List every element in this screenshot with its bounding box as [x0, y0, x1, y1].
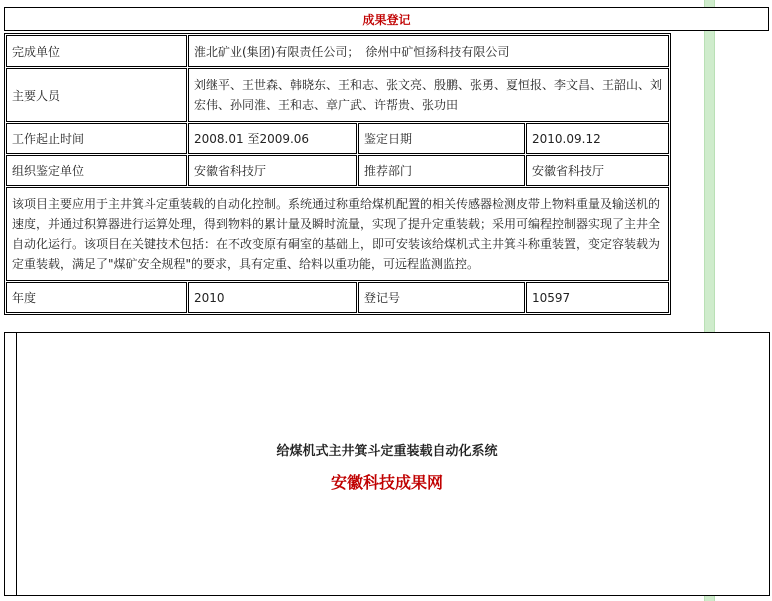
year-value: 2010 [188, 282, 357, 313]
site-name: 安徽科技成果网 [330, 473, 443, 492]
org-value: 安徽省科技厅 [188, 155, 357, 186]
recommend-value: 安徽省科技厅 [526, 155, 669, 186]
regno-label: 登记号 [358, 282, 525, 313]
unit-value: 淮北矿业(集团)有限责任公司； 徐州中矿恒扬科技有限公司 [188, 35, 669, 67]
unit-label: 完成单位 [6, 35, 187, 67]
regno-value: 10597 [526, 282, 669, 313]
appraisal-date-label: 鉴定日期 [358, 123, 525, 154]
table-row [6, 35, 669, 67]
panel-divider [16, 333, 17, 595]
staff-label: 主要人员 [6, 68, 187, 122]
table-row [6, 155, 669, 186]
recommend-label: 推荐部门 [358, 155, 525, 186]
table-row [6, 187, 669, 281]
table-row [6, 282, 669, 313]
period-label: 工作起止时间 [6, 123, 187, 154]
page-title: 成果登记 [362, 13, 411, 27]
period-value: 2008.01 至2009.06 [188, 123, 357, 154]
project-description: 该项目主要应用于主井箕斗定重装载的自动化控制。系统通过称重给煤机配置的相关传感器检测皮带上物料重量及输送机的速度，并通过积算器进行运算处理，得到物料的累计量及瞬时流量，实现了提升定重装载；采用可编程控制器实现了主井全自动化运行。该项目在关键技术包括：在不改变原有硐室的基础上，即可安装该给煤机式主井箕斗称重装置，变定容装载为定重装载，满足了"煤矿安全规程"的要求，具有定重、给料以重功能，可远程监测监控。 [6, 187, 669, 281]
appraisal-date-value: 2010.09.12 [526, 123, 669, 154]
project-panel [4, 332, 770, 596]
table-row [6, 68, 669, 122]
org-label: 组织鉴定单位 [6, 155, 187, 186]
table-row [6, 123, 669, 154]
staff-value: 刘继平、王世森、韩晓东、王和志、张文亮、殷鹏、张勇、夏恒报、李文昌、王韶山、刘宏伟、孙同淮、王和志、章广武、许帮贵、张功田 [188, 68, 669, 122]
year-label: 年度 [6, 282, 187, 313]
header-bar [4, 7, 769, 31]
project-title: 给煤机式主井箕斗定重装载自动化系统 [276, 444, 498, 459]
record-table [4, 33, 671, 315]
